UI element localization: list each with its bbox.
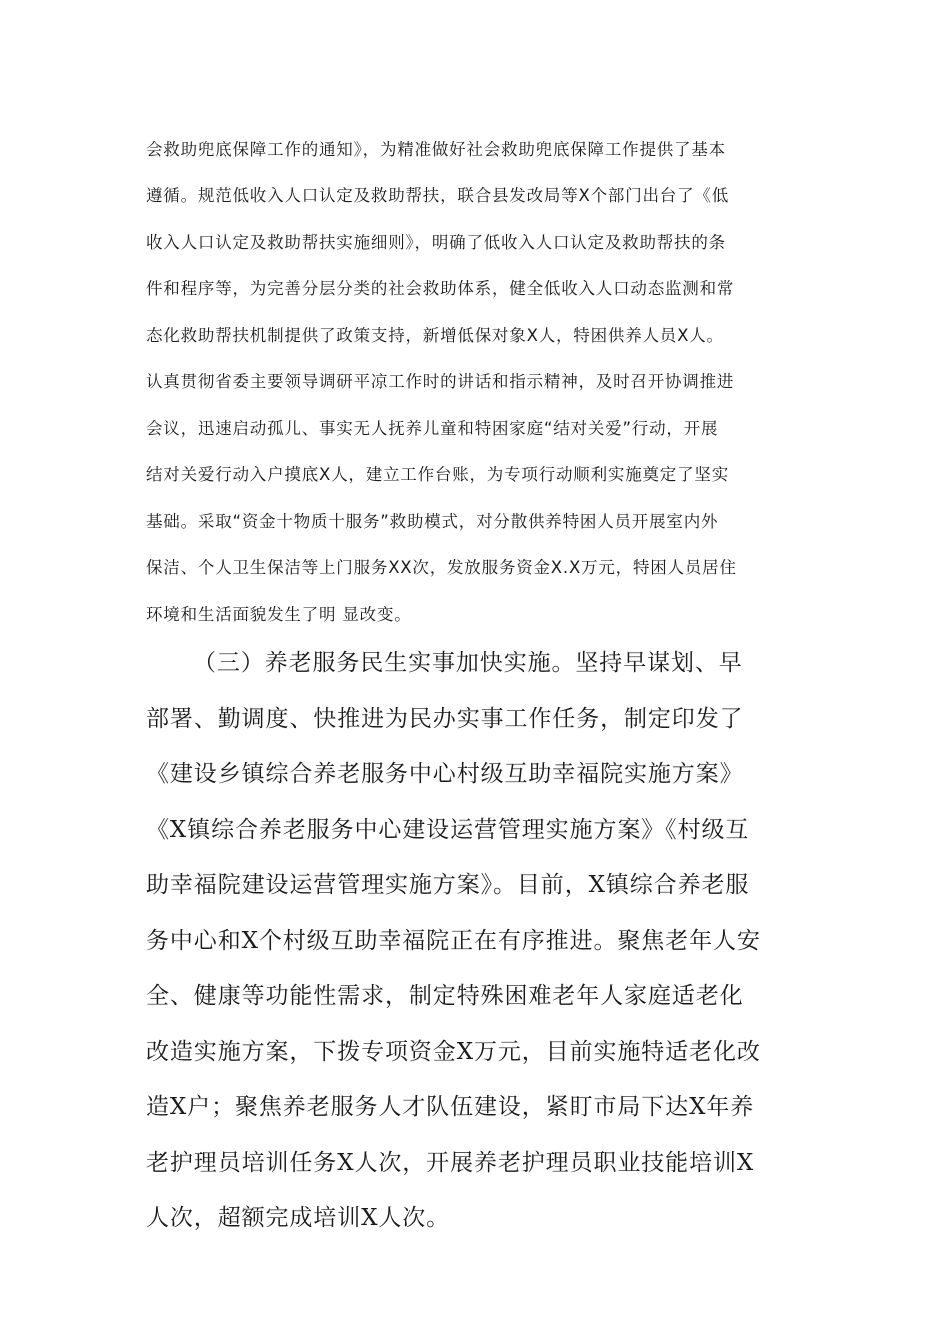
paragraph-line: 会救助兜底保障工作的通知》，为精准做好社会救助兜底保障工作提供了基本: [146, 140, 726, 159]
paragraph-line: 件和程序等，为完善分层分类的社会救助体系，健全低收入人口动态监测和常: [146, 279, 735, 298]
paragraph-line: 环境和生活面貌发生了明 显改变。: [146, 605, 412, 624]
paragraph-line: （三）养老服务民生实事加快实施。坚持早谋划、早: [193, 650, 743, 676]
paragraph-line: 造X户；聚焦养老服务人才队伍建设，紧盯市局下达X年养: [146, 1094, 755, 1120]
paragraph-line: 收入人口认定及救助帮扶实施细则》，明确了低收入人口认定及救助帮扶的条: [146, 233, 726, 252]
paragraph-line: 老护理员培训任务X人次，开展养老护理员职业技能培训X: [146, 1150, 755, 1176]
paragraph-line: 结对关爱行动入户摸底X人，建立工作台账，为专项行动顺利实施奠定了坚实: [146, 465, 730, 484]
paragraph-line: 改造实施方案，下拨专项资金X万元，目前实施特适老化改: [146, 1039, 761, 1065]
paragraph-line: 人次，超额完成培训X人次。: [146, 1205, 451, 1231]
paragraph-line: 遵循。规范低收入人口认定及救助帮扶，联合县发改局等X个部门出台了《低: [146, 186, 730, 205]
paragraph-line: 全、健康等功能性需求，制定特殊困难老年人家庭适老化: [146, 983, 744, 1009]
paragraph-line: 态化救助帮扶机制提供了政策支持，新增低保对象X人，特困供养人员X人。: [146, 326, 724, 345]
paragraph-line: 助幸福院建设运营管理实施方案》。目前，X镇综合养老服: [146, 872, 750, 898]
paragraph-line: 认真贯彻省委主要领导调研平凉工作时的讲话和指示精神，及时召开协调推进: [146, 372, 735, 391]
paragraph-line: 《X镇综合养老服务中心建设运营管理实施方案》《村级互: [146, 817, 750, 843]
paragraph-line: 会议，迅速启动孤儿、事实无人抚养儿童和特困家庭“结对关爱”行动，开展: [146, 419, 719, 438]
paragraph-line: 部署、勤调度、快推进为民办实事工作任务，制定印发了: [146, 706, 744, 732]
paragraph-line: 《建设乡镇综合养老服务中心村级互助幸福院实施方案》: [146, 761, 744, 787]
paragraph-line: 务中心和X个村级互助幸福院正在有序推进。聚焦老年人安: [146, 928, 761, 954]
paragraph-line: 基础。采取“资金十物质十服务”救助模式，对分散供养特困人员开展室内外: [146, 512, 719, 531]
paragraph-line: 保洁、个人卫生保洁等上门服务XX次，发放服务资金X.X万元，特困人员居住: [146, 558, 737, 577]
